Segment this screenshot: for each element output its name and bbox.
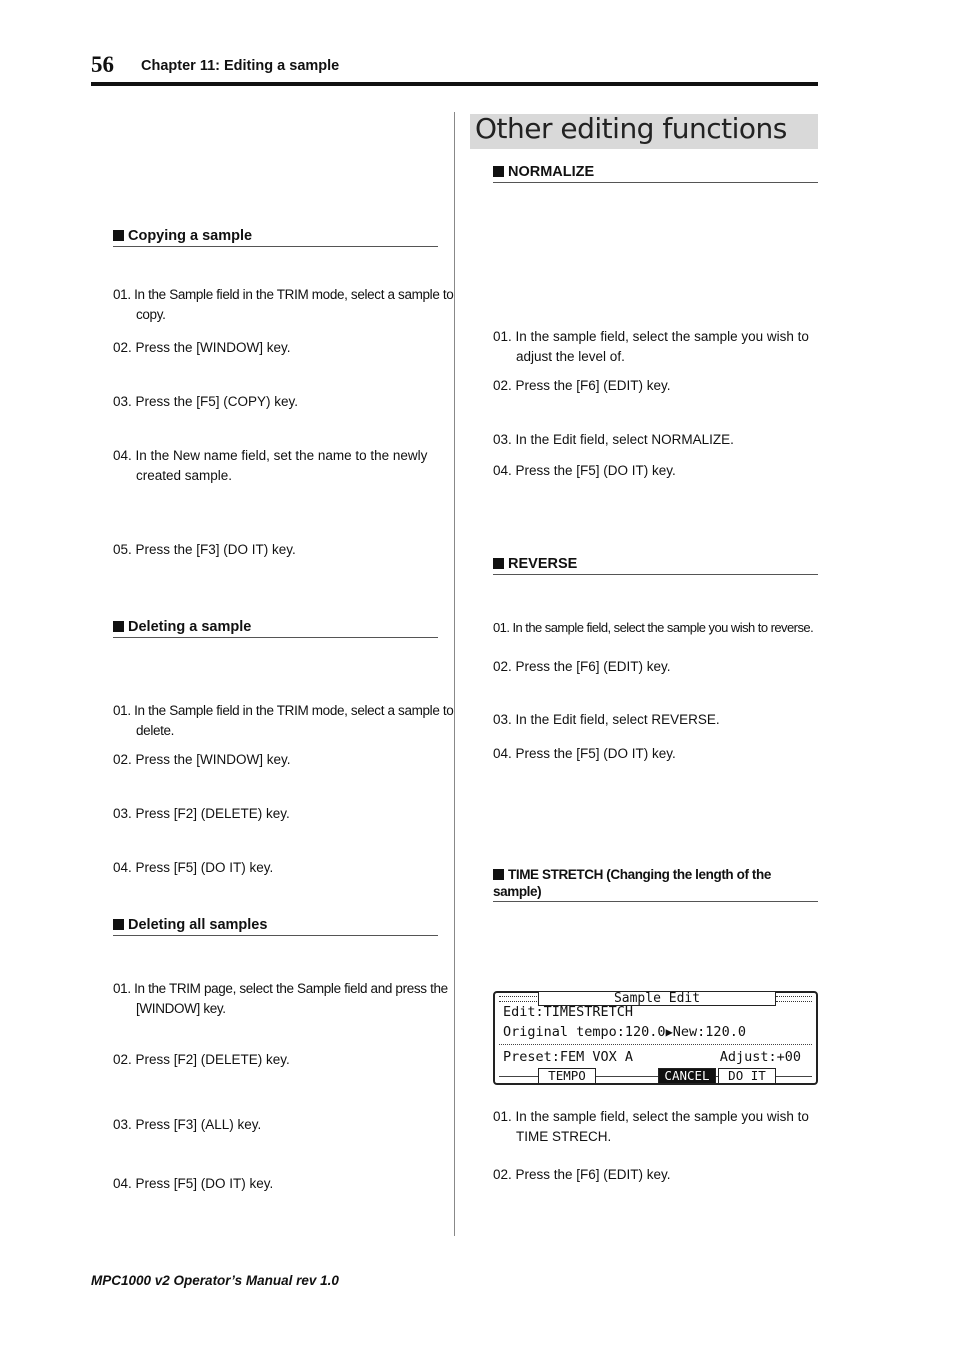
- normalize-heading: NORMALIZE: [493, 164, 818, 183]
- delete-all-step-4: 04. Press [F5] (DO IT) key.: [113, 1176, 274, 1191]
- heading-bullet-icon: [113, 919, 124, 930]
- heading-bullet-icon: [493, 869, 504, 880]
- lcd-screen: [493, 991, 818, 1085]
- copy-step-5: 05. Press the [F3] (DO IT) key.: [113, 542, 296, 557]
- delete-step-3: 03. Press [F2] (DELETE) key.: [113, 806, 290, 821]
- copy-heading: Copying a sample: [113, 228, 438, 247]
- lcd-title-hatch: [776, 996, 812, 1002]
- lcd-do-it-button: DO IT: [718, 1068, 776, 1084]
- normalize-step-2: 02. Press the [F6] (EDIT) key.: [493, 378, 671, 393]
- lcd-cancel-button: CANCEL: [658, 1068, 716, 1084]
- timestretch-step-1: 01. In the sample field, select the sample you wish to TIME STRECH.: [493, 1109, 809, 1144]
- delete-step-2: 02. Press the [WINDOW] key.: [113, 752, 291, 767]
- lcd-new-tempo: New:120.0: [672, 1024, 746, 1040]
- delete-step-1: 01. In the Sample field in the TRIM mode, select a sample to delete.: [113, 703, 454, 738]
- normalize-step-3: 03. In the Edit field, select NORMALIZE.: [493, 432, 734, 447]
- normalize-step-1: 01. In the sample field, select the sample you wish to adjust the level of.: [493, 329, 809, 364]
- heading-bullet-icon: [113, 621, 124, 632]
- lcd-original-tempo: Original tempo:120.0: [503, 1024, 666, 1040]
- heading-bullet-icon: [493, 166, 504, 177]
- heading-bullet-icon: [113, 230, 124, 241]
- reverse-step-1: 01. In the sample field, select the sample you wish to reverse.: [493, 620, 814, 635]
- copy-step-2: 02. Press the [WINDOW] key.: [113, 340, 291, 355]
- header-rule: [91, 82, 818, 86]
- timestretch-step-2: 02. Press the [F6] (EDIT) key.: [493, 1167, 671, 1182]
- delete-step-4: 04. Press [F5] (DO IT) key.: [113, 860, 274, 875]
- lcd-edit-line: Edit:TIMESTRETCH: [503, 1004, 634, 1020]
- heading-bullet-icon: [493, 558, 504, 569]
- copy-step-1: 01. In the Sample field in the TRIM mode, select a sample to copy.: [113, 287, 454, 322]
- reverse-step-4: 04. Press the [F5] (DO IT) key.: [493, 746, 676, 761]
- chapter-title: Chapter 11: Editing a sample: [141, 58, 340, 74]
- reverse-step-2: 02. Press the [F6] (EDIT) key.: [493, 659, 671, 674]
- lcd-tempo-button: TEMPO: [538, 1068, 596, 1084]
- delete-all-step-1: 01. In the TRIM page, select the Sample field and press the [WINDOW] key.: [113, 981, 448, 1016]
- lcd-adjust: Adjust:+00: [719, 1049, 801, 1065]
- lcd-preset-line: [503, 1049, 801, 1065]
- lcd-tempo-line: [503, 1024, 746, 1040]
- copy-step-4: 04. In the New name field, set the name to the newly created sample.: [113, 448, 428, 483]
- delete-heading: Deleting a sample: [113, 619, 438, 638]
- delete-all-step-3: 03. Press [F3] (ALL) key.: [113, 1117, 262, 1132]
- section-title: Other editing functions: [470, 114, 818, 149]
- normalize-step-4: 04. Press the [F5] (DO IT) key.: [493, 463, 676, 478]
- lcd-divider: [499, 1044, 812, 1045]
- reverse-heading: REVERSE: [493, 556, 818, 575]
- timestretch-heading: TIME STRETCH (Changing the length of the sample): [493, 866, 818, 902]
- delete-all-heading: Deleting all samples: [113, 917, 438, 936]
- lcd-title-hatch: [499, 996, 537, 1002]
- page-number: 56: [91, 52, 114, 77]
- delete-all-step-2: 02. Press [F2] (DELETE) key.: [113, 1052, 290, 1067]
- copy-step-3: 03. Press the [F5] (COPY) key.: [113, 394, 299, 409]
- lcd-preset: Preset:FEM VOX A: [503, 1049, 634, 1065]
- reverse-step-3: 03. In the Edit field, select REVERSE.: [493, 712, 720, 727]
- arrow-right-icon: ▶: [665, 1025, 673, 1039]
- footer-manual-title: MPC1000 v2 Operator’s Manual rev 1.0: [91, 1273, 339, 1288]
- lcd-title: Sample Edit: [538, 991, 776, 1006]
